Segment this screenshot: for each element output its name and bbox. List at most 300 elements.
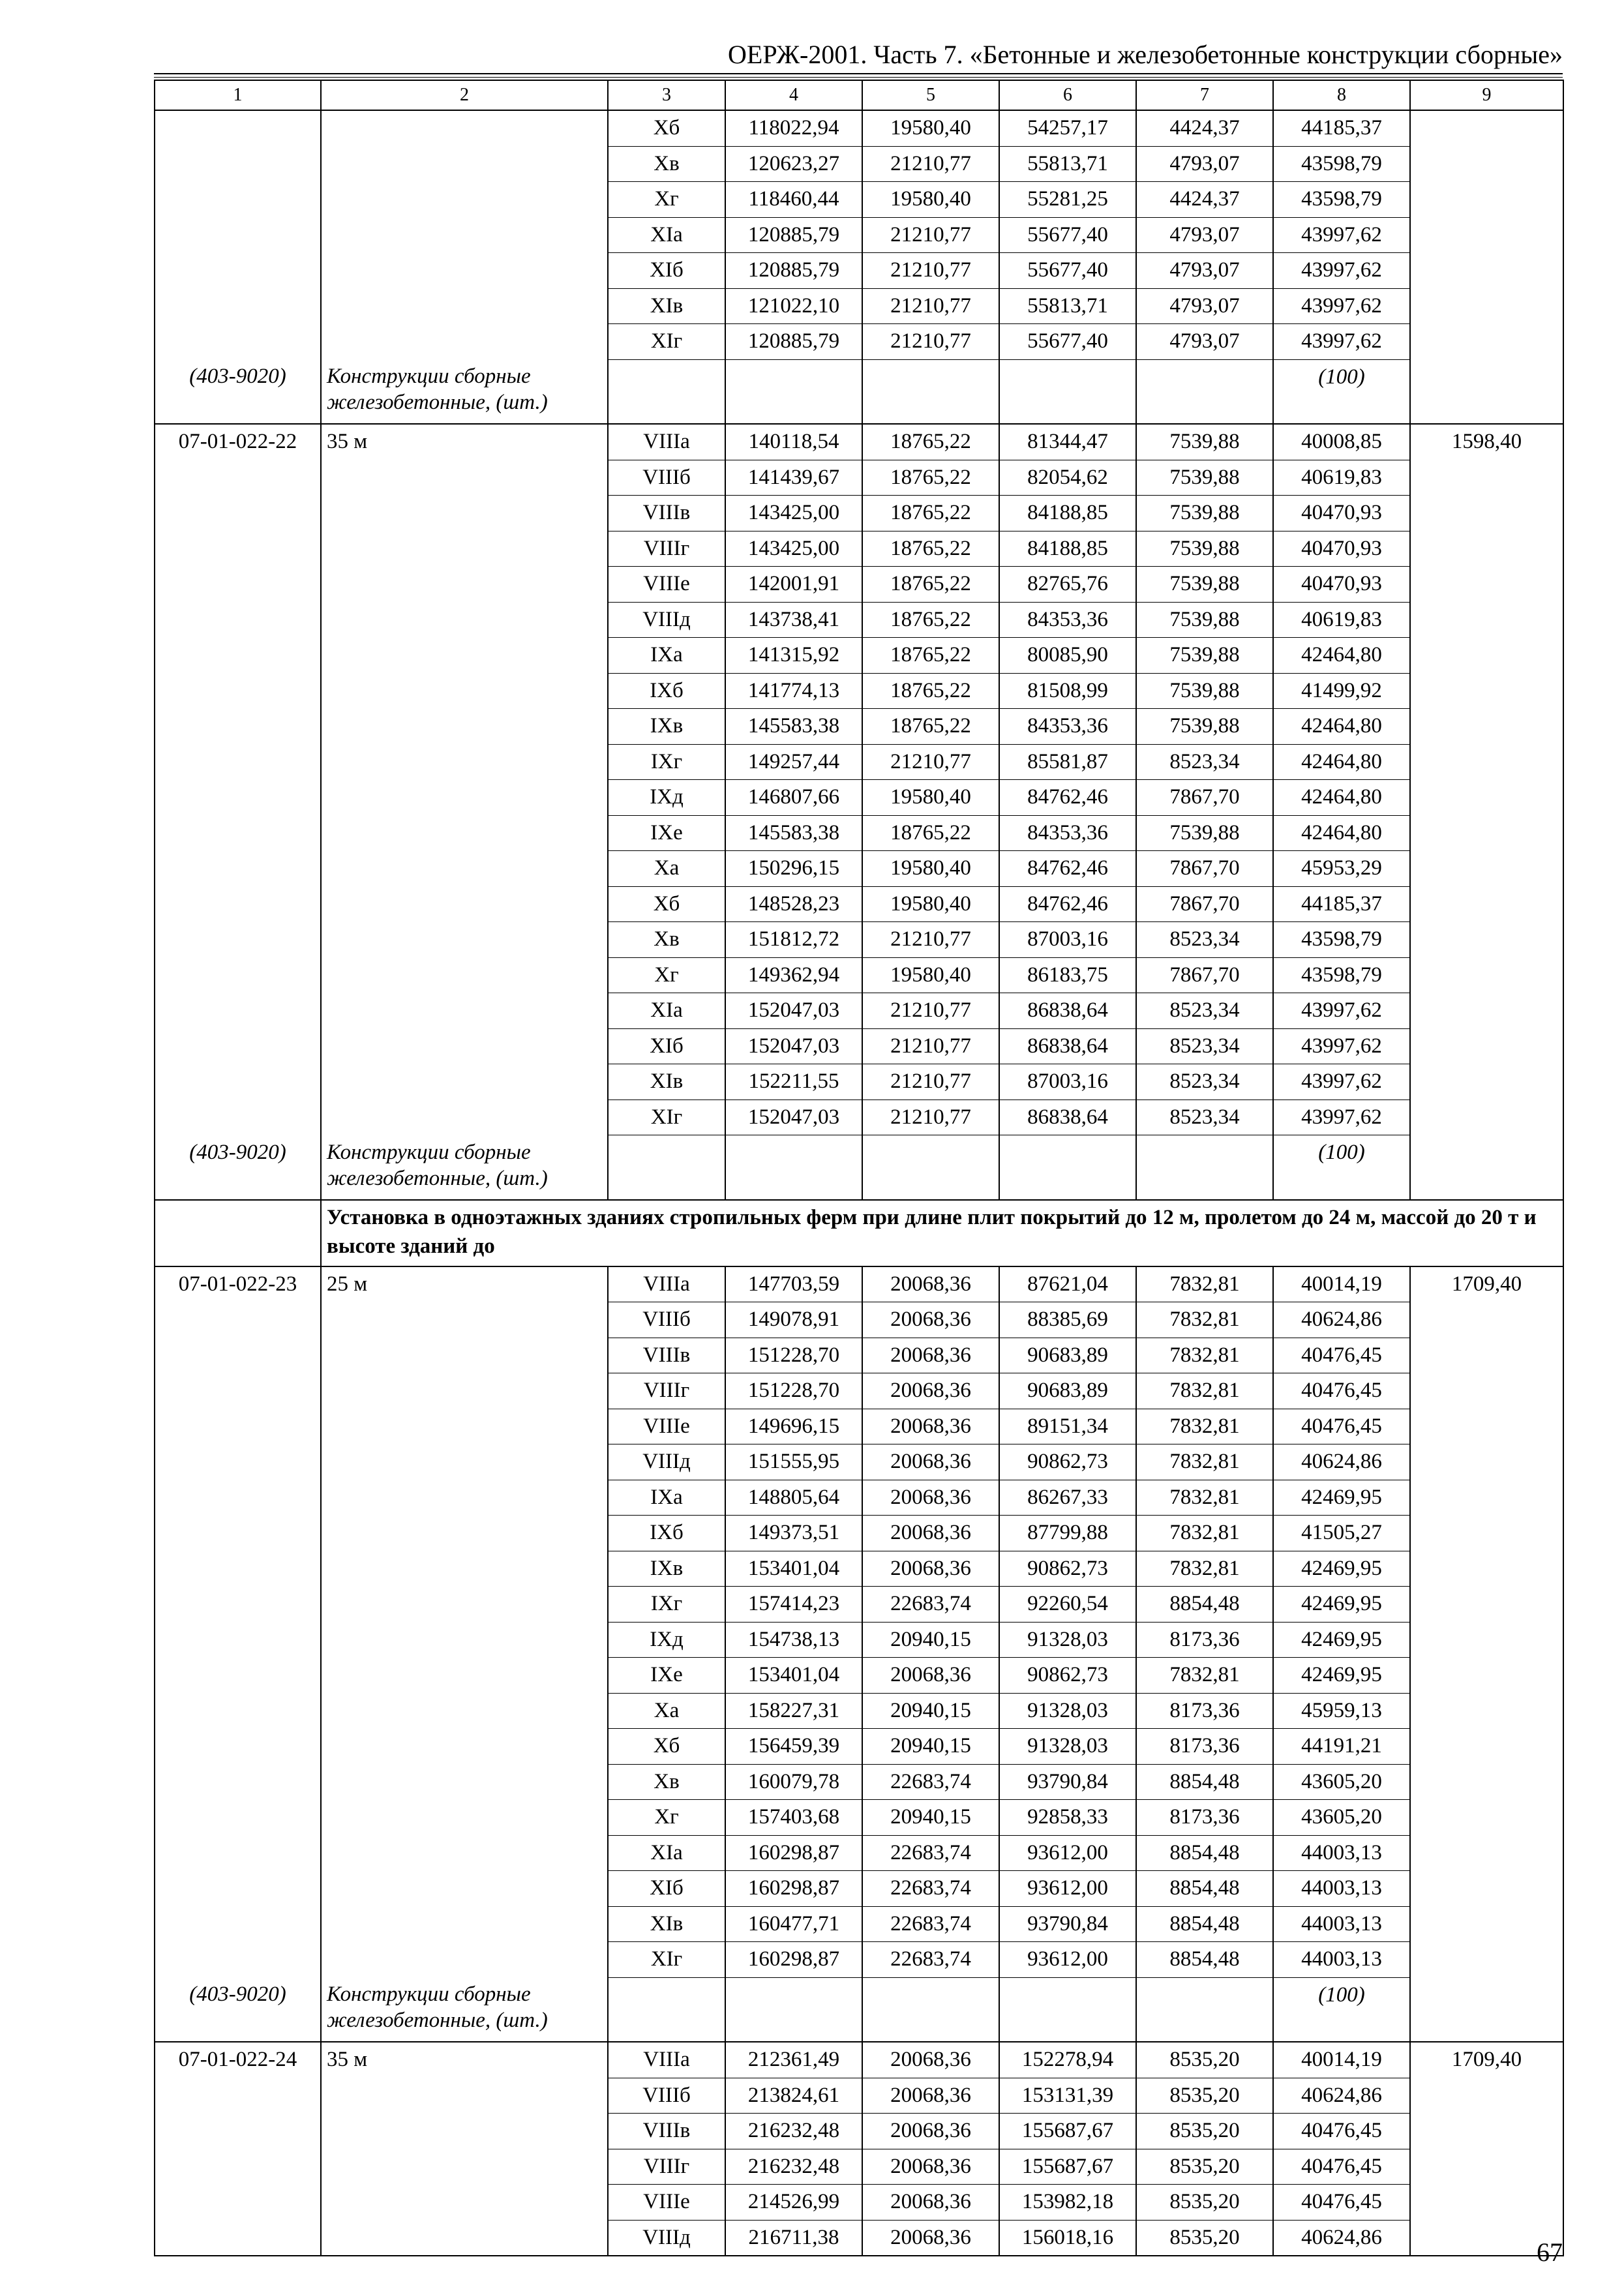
value-cell: 81508,99 (999, 673, 1136, 709)
rate-name (321, 324, 608, 360)
value-cell: 8854,48 (1136, 1835, 1273, 1871)
rate-code (155, 531, 321, 567)
value-cell: 86183,75 (999, 957, 1136, 993)
value-cell: 40470,93 (1273, 496, 1410, 531)
zone-cell: XIг (608, 1100, 725, 1135)
rate-name (321, 1622, 608, 1658)
value-cell: 8523,34 (1136, 1028, 1273, 1064)
value-cell: 43997,62 (1273, 1028, 1410, 1064)
rate-code (155, 2220, 321, 2256)
value-cell: 90862,73 (999, 1658, 1136, 1694)
table-row (155, 2185, 1563, 2221)
value-cell: 8535,20 (1136, 2078, 1273, 2114)
labor-cost (1410, 673, 1563, 709)
zone-cell: XIб (608, 1028, 725, 1064)
zone-cell: XIа (608, 1835, 725, 1871)
rate-name (321, 1835, 608, 1871)
value-cell: 43997,62 (1273, 324, 1410, 360)
rate-name (321, 1906, 608, 1942)
value-cell: 20068,36 (862, 1373, 999, 1409)
rate-code (155, 2114, 321, 2149)
rate-name (321, 288, 608, 324)
labor-cost: 1709,40 (1410, 1266, 1563, 1302)
empty-cell (1136, 1135, 1273, 1200)
value-cell: 121022,10 (725, 288, 862, 324)
zone-cell: XIа (608, 217, 725, 253)
rate-name (321, 922, 608, 958)
zone-cell: XIа (608, 993, 725, 1029)
value-cell: 20068,36 (862, 1516, 999, 1551)
labor-cost (1410, 217, 1563, 253)
value-cell: 40624,86 (1273, 1302, 1410, 1338)
value-cell: 141774,13 (725, 673, 862, 709)
table-row (155, 886, 1563, 922)
value-cell: 7539,88 (1136, 602, 1273, 638)
value-cell: 92858,33 (999, 1800, 1136, 1836)
rate-code (155, 324, 321, 360)
zone-cell: VIIIа (608, 1266, 725, 1302)
value-cell: 44191,21 (1273, 1729, 1410, 1765)
value-cell: 8535,20 (1136, 2042, 1273, 2078)
value-cell: 84353,36 (999, 709, 1136, 745)
header-rule-thin (154, 77, 1563, 78)
rate-name (321, 496, 608, 531)
header-rule (154, 73, 1563, 74)
value-cell: 160079,78 (725, 1764, 862, 1800)
table-row (155, 957, 1563, 993)
page-header: ОЕРЖ-2001. Часть 7. «Бетонные и железобетонные конструкции сборные» (728, 40, 1563, 69)
table-row (155, 1622, 1563, 1658)
table-row (155, 1764, 1563, 1800)
rate-code (155, 602, 321, 638)
labor-cost (1410, 496, 1563, 531)
value-cell: 152047,03 (725, 1100, 862, 1135)
table-row (155, 324, 1563, 360)
resource-row (155, 359, 1563, 424)
labor-cost (1410, 1302, 1563, 1338)
rate-code (155, 780, 321, 816)
value-cell: 7539,88 (1136, 531, 1273, 567)
value-cell: 213824,61 (725, 2078, 862, 2114)
zone-cell: VIIIг (608, 531, 725, 567)
value-cell: 84353,36 (999, 602, 1136, 638)
zone-cell: IXг (608, 1587, 725, 1623)
empty-cell (999, 1977, 1136, 2042)
zone-cell: IXа (608, 638, 725, 674)
rate-name (321, 1480, 608, 1516)
value-cell: 7867,70 (1136, 851, 1273, 887)
labor-cost (1410, 993, 1563, 1029)
value-cell: 153982,18 (999, 2185, 1136, 2221)
table-row (155, 1729, 1563, 1765)
value-cell: 40470,93 (1273, 531, 1410, 567)
zone-cell: XIб (608, 253, 725, 289)
value-cell: 141315,92 (725, 638, 862, 674)
value-cell: 8535,20 (1136, 2220, 1273, 2256)
labor-cost (1410, 851, 1563, 887)
value-cell: 8173,36 (1136, 1729, 1273, 1765)
value-cell: 43598,79 (1273, 922, 1410, 958)
zone-cell: VIIIв (608, 2114, 725, 2149)
resource-row (155, 1977, 1563, 2042)
zone-cell: VIIIд (608, 602, 725, 638)
zone-cell: Хб (608, 886, 725, 922)
value-cell: 90683,89 (999, 1373, 1136, 1409)
value-cell: 145583,38 (725, 709, 862, 745)
rate-name (321, 815, 608, 851)
value-cell: 8854,48 (1136, 1942, 1273, 1978)
rate-code (155, 182, 321, 218)
rate-name (321, 602, 608, 638)
value-cell: 87799,88 (999, 1516, 1136, 1551)
labor-cost (1410, 922, 1563, 958)
value-cell: 82765,76 (999, 567, 1136, 603)
labor-cost (1410, 288, 1563, 324)
value-cell: 4793,07 (1136, 324, 1273, 360)
zone-cell: IXе (608, 815, 725, 851)
table-row (155, 1302, 1563, 1338)
empty-cell (862, 359, 999, 424)
zone-cell: VIIIг (608, 1373, 725, 1409)
rate-name (321, 2114, 608, 2149)
table-row (155, 1100, 1563, 1135)
value-cell: 7832,81 (1136, 1516, 1273, 1551)
zone-cell: VIIIе (608, 1409, 725, 1444)
value-cell: 8523,34 (1136, 1100, 1273, 1135)
value-cell: 19580,40 (862, 780, 999, 816)
value-cell: 156459,39 (725, 1729, 862, 1765)
value-cell: 18765,22 (862, 460, 999, 496)
resource-code: (403-9020) (155, 1977, 321, 2042)
zone-cell: XIв (608, 1906, 725, 1942)
value-cell: 43598,79 (1273, 146, 1410, 182)
column-header: 1 (155, 80, 321, 110)
value-cell: 20068,36 (862, 1480, 999, 1516)
zone-cell: IXв (608, 709, 725, 745)
value-cell: 42469,95 (1273, 1658, 1410, 1694)
value-cell: 41499,92 (1273, 673, 1410, 709)
rate-code (155, 217, 321, 253)
value-cell: 44003,13 (1273, 1835, 1410, 1871)
value-cell: 40014,19 (1273, 2042, 1410, 2078)
table-row (155, 1373, 1563, 1409)
value-cell: 43605,20 (1273, 1764, 1410, 1800)
value-cell: 88385,69 (999, 1302, 1136, 1338)
rate-name (321, 993, 608, 1029)
value-cell: 20068,36 (862, 2185, 999, 2221)
labor-cost (1410, 1729, 1563, 1765)
value-cell: 145583,38 (725, 815, 862, 851)
value-cell: 42469,95 (1273, 1587, 1410, 1623)
rate-name (321, 1729, 608, 1765)
value-cell: 20940,15 (862, 1693, 999, 1729)
column-header: 3 (608, 80, 725, 110)
empty-cell (608, 1135, 725, 1200)
column-header-row (155, 80, 1563, 110)
labor-cost (1410, 780, 1563, 816)
value-cell: 44185,37 (1273, 110, 1410, 146)
zone-cell: VIIIг (608, 2149, 725, 2185)
value-cell: 20068,36 (862, 1658, 999, 1694)
value-cell: 20068,36 (862, 1338, 999, 1373)
rate-name (321, 567, 608, 603)
value-cell: 42464,80 (1273, 815, 1410, 851)
rate-code (155, 1373, 321, 1409)
value-cell: 7539,88 (1136, 815, 1273, 851)
value-cell: 149257,44 (725, 744, 862, 780)
empty-cell (1410, 359, 1563, 424)
value-cell: 151228,70 (725, 1373, 862, 1409)
resource-code: (403-9020) (155, 359, 321, 424)
value-cell: 214526,99 (725, 2185, 862, 2221)
table-row (155, 1338, 1563, 1373)
value-cell: 42464,80 (1273, 780, 1410, 816)
value-cell: 20068,36 (862, 2220, 999, 2256)
rate-name (321, 1871, 608, 1907)
value-cell: 7539,88 (1136, 709, 1273, 745)
value-cell: 20068,36 (862, 1302, 999, 1338)
value-cell: 40619,83 (1273, 460, 1410, 496)
value-cell: 22683,74 (862, 1906, 999, 1942)
rate-name (321, 146, 608, 182)
rate-name (321, 1551, 608, 1587)
value-cell: 120623,27 (725, 146, 862, 182)
value-cell: 20940,15 (862, 1622, 999, 1658)
value-cell: 42469,95 (1273, 1480, 1410, 1516)
empty-cell (725, 1135, 862, 1200)
table-row (155, 110, 1563, 146)
value-cell: 7832,81 (1136, 1302, 1273, 1338)
rate-code (155, 1729, 321, 1765)
zone-cell: IXб (608, 1516, 725, 1551)
value-cell: 147703,59 (725, 1266, 862, 1302)
labor-cost (1410, 638, 1563, 674)
column-header: 4 (725, 80, 862, 110)
labor-cost (1410, 1409, 1563, 1444)
value-cell: 8523,34 (1136, 993, 1273, 1029)
value-cell: 7832,81 (1136, 1551, 1273, 1587)
rate-name (321, 1800, 608, 1836)
value-cell: 21210,77 (862, 1064, 999, 1100)
rate-name (321, 1100, 608, 1135)
value-cell: 154738,13 (725, 1622, 862, 1658)
value-cell: 157403,68 (725, 1800, 862, 1836)
value-cell: 152211,55 (725, 1064, 862, 1100)
value-cell: 55813,71 (999, 146, 1136, 182)
labor-cost (1410, 531, 1563, 567)
value-cell: 40470,93 (1273, 567, 1410, 603)
rate-name (321, 709, 608, 745)
rate-code (155, 709, 321, 745)
value-cell: 20068,36 (862, 2114, 999, 2149)
value-cell: 43997,62 (1273, 288, 1410, 324)
rate-code (155, 1622, 321, 1658)
value-cell: 20940,15 (862, 1800, 999, 1836)
table-row (155, 1516, 1563, 1551)
value-cell: 55677,40 (999, 253, 1136, 289)
rate-name (321, 460, 608, 496)
table-row (155, 993, 1563, 1029)
rate-name (321, 886, 608, 922)
value-cell: 8173,36 (1136, 1693, 1273, 1729)
value-cell: 160298,87 (725, 1835, 862, 1871)
value-cell: 18765,22 (862, 567, 999, 603)
value-cell: 216232,48 (725, 2114, 862, 2149)
rate-code (155, 815, 321, 851)
rate-code (155, 496, 321, 531)
empty-cell (1136, 1977, 1273, 2042)
zone-cell: XIб (608, 1871, 725, 1907)
table-row (155, 2149, 1563, 2185)
rate-code (155, 744, 321, 780)
value-cell: 157414,23 (725, 1587, 862, 1623)
table-row (155, 709, 1563, 745)
value-cell: 153401,04 (725, 1551, 862, 1587)
rate-name (321, 1658, 608, 1694)
value-cell: 21210,77 (862, 744, 999, 780)
value-cell: 21210,77 (862, 253, 999, 289)
table-row (155, 567, 1563, 603)
labor-cost (1410, 1871, 1563, 1907)
value-cell: 152047,03 (725, 993, 862, 1029)
rate-code (155, 110, 321, 146)
value-cell: 86267,33 (999, 1480, 1136, 1516)
value-cell: 20068,36 (862, 1444, 999, 1480)
value-cell: 216232,48 (725, 2149, 862, 2185)
table-row (155, 424, 1563, 460)
rate-name: 25 м (321, 1266, 608, 1302)
value-cell: 87003,16 (999, 1064, 1136, 1100)
value-cell: 44185,37 (1273, 886, 1410, 922)
zone-cell: IXа (608, 1480, 725, 1516)
table-row (155, 1658, 1563, 1694)
table-row (155, 288, 1563, 324)
labor-cost (1410, 1906, 1563, 1942)
value-cell: 22683,74 (862, 1587, 999, 1623)
value-cell: 212361,49 (725, 2042, 862, 2078)
table-row (155, 851, 1563, 887)
rate-name (321, 217, 608, 253)
value-cell: 8523,34 (1136, 1064, 1273, 1100)
value-cell: 160298,87 (725, 1871, 862, 1907)
column-header: 7 (1136, 80, 1273, 110)
rate-code: 07-01-022-24 (155, 2042, 321, 2078)
value-cell: 40624,86 (1273, 2078, 1410, 2114)
value-cell: 93612,00 (999, 1871, 1136, 1907)
resource-qty: (100) (1273, 1135, 1410, 1200)
rate-code (155, 1942, 321, 1978)
labor-cost (1410, 1942, 1563, 1978)
zone-cell: Хб (608, 110, 725, 146)
rate-code (155, 1064, 321, 1100)
value-cell: 7832,81 (1136, 1480, 1273, 1516)
value-cell: 4424,37 (1136, 110, 1273, 146)
value-cell: 120885,79 (725, 253, 862, 289)
value-cell: 18765,22 (862, 602, 999, 638)
column-header: 6 (999, 80, 1136, 110)
resource-name: Конструкции сборные железобетонные, (шт.) (321, 1977, 608, 2042)
rate-code (155, 1693, 321, 1729)
value-cell: 91328,03 (999, 1729, 1136, 1765)
table-row (155, 638, 1563, 674)
value-cell: 149373,51 (725, 1516, 862, 1551)
labor-cost (1410, 1835, 1563, 1871)
value-cell: 19580,40 (862, 182, 999, 218)
value-cell: 87003,16 (999, 922, 1136, 958)
value-cell: 148528,23 (725, 886, 862, 922)
rate-name (321, 1028, 608, 1064)
value-cell: 90862,73 (999, 1551, 1136, 1587)
value-cell: 42469,95 (1273, 1622, 1410, 1658)
value-cell: 149362,94 (725, 957, 862, 993)
zone-cell: Хб (608, 1729, 725, 1765)
value-cell: 8854,48 (1136, 1764, 1273, 1800)
value-cell: 45953,29 (1273, 851, 1410, 887)
table-row (155, 253, 1563, 289)
value-cell: 120885,79 (725, 324, 862, 360)
value-cell: 143738,41 (725, 602, 862, 638)
value-cell: 7867,70 (1136, 780, 1273, 816)
labor-cost (1410, 815, 1563, 851)
value-cell: 8173,36 (1136, 1800, 1273, 1836)
labor-cost (1410, 1622, 1563, 1658)
labor-cost (1410, 1373, 1563, 1409)
value-cell: 90683,89 (999, 1338, 1136, 1373)
value-cell: 40619,83 (1273, 602, 1410, 638)
rate-code (155, 1800, 321, 1836)
value-cell: 7832,81 (1136, 1444, 1273, 1480)
labor-cost (1410, 1587, 1563, 1623)
zone-cell: VIIIб (608, 460, 725, 496)
value-cell: 152047,03 (725, 1028, 862, 1064)
value-cell: 8173,36 (1136, 1622, 1273, 1658)
table-row (155, 182, 1563, 218)
value-cell: 160477,71 (725, 1906, 862, 1942)
value-cell: 151555,95 (725, 1444, 862, 1480)
value-cell: 21210,77 (862, 1100, 999, 1135)
rate-name (321, 957, 608, 993)
value-cell: 148805,64 (725, 1480, 862, 1516)
table-row (155, 1064, 1563, 1100)
value-cell: 40008,85 (1273, 424, 1410, 460)
labor-cost (1410, 1764, 1563, 1800)
empty-cell (999, 359, 1136, 424)
rate-name (321, 1516, 608, 1551)
value-cell: 86838,64 (999, 1028, 1136, 1064)
zone-cell: Ха (608, 851, 725, 887)
value-cell: 93612,00 (999, 1942, 1136, 1978)
table-row (155, 1942, 1563, 1978)
value-cell: 146807,66 (725, 780, 862, 816)
value-cell: 45959,13 (1273, 1693, 1410, 1729)
value-cell: 155687,67 (999, 2149, 1136, 2185)
value-cell: 90862,73 (999, 1444, 1136, 1480)
resource-name: Конструкции сборные железобетонные, (шт.) (321, 359, 608, 424)
table-row (155, 780, 1563, 816)
rate-code (155, 567, 321, 603)
value-cell: 21210,77 (862, 993, 999, 1029)
rate-code (155, 638, 321, 674)
value-cell: 160298,87 (725, 1942, 862, 1978)
value-cell: 86838,64 (999, 993, 1136, 1029)
rate-code: 07-01-022-23 (155, 1266, 321, 1302)
value-cell: 82054,62 (999, 460, 1136, 496)
rate-code (155, 2149, 321, 2185)
rate-code (155, 1100, 321, 1135)
value-cell: 40014,19 (1273, 1266, 1410, 1302)
zone-cell: IXе (608, 1658, 725, 1694)
labor-cost (1410, 567, 1563, 603)
